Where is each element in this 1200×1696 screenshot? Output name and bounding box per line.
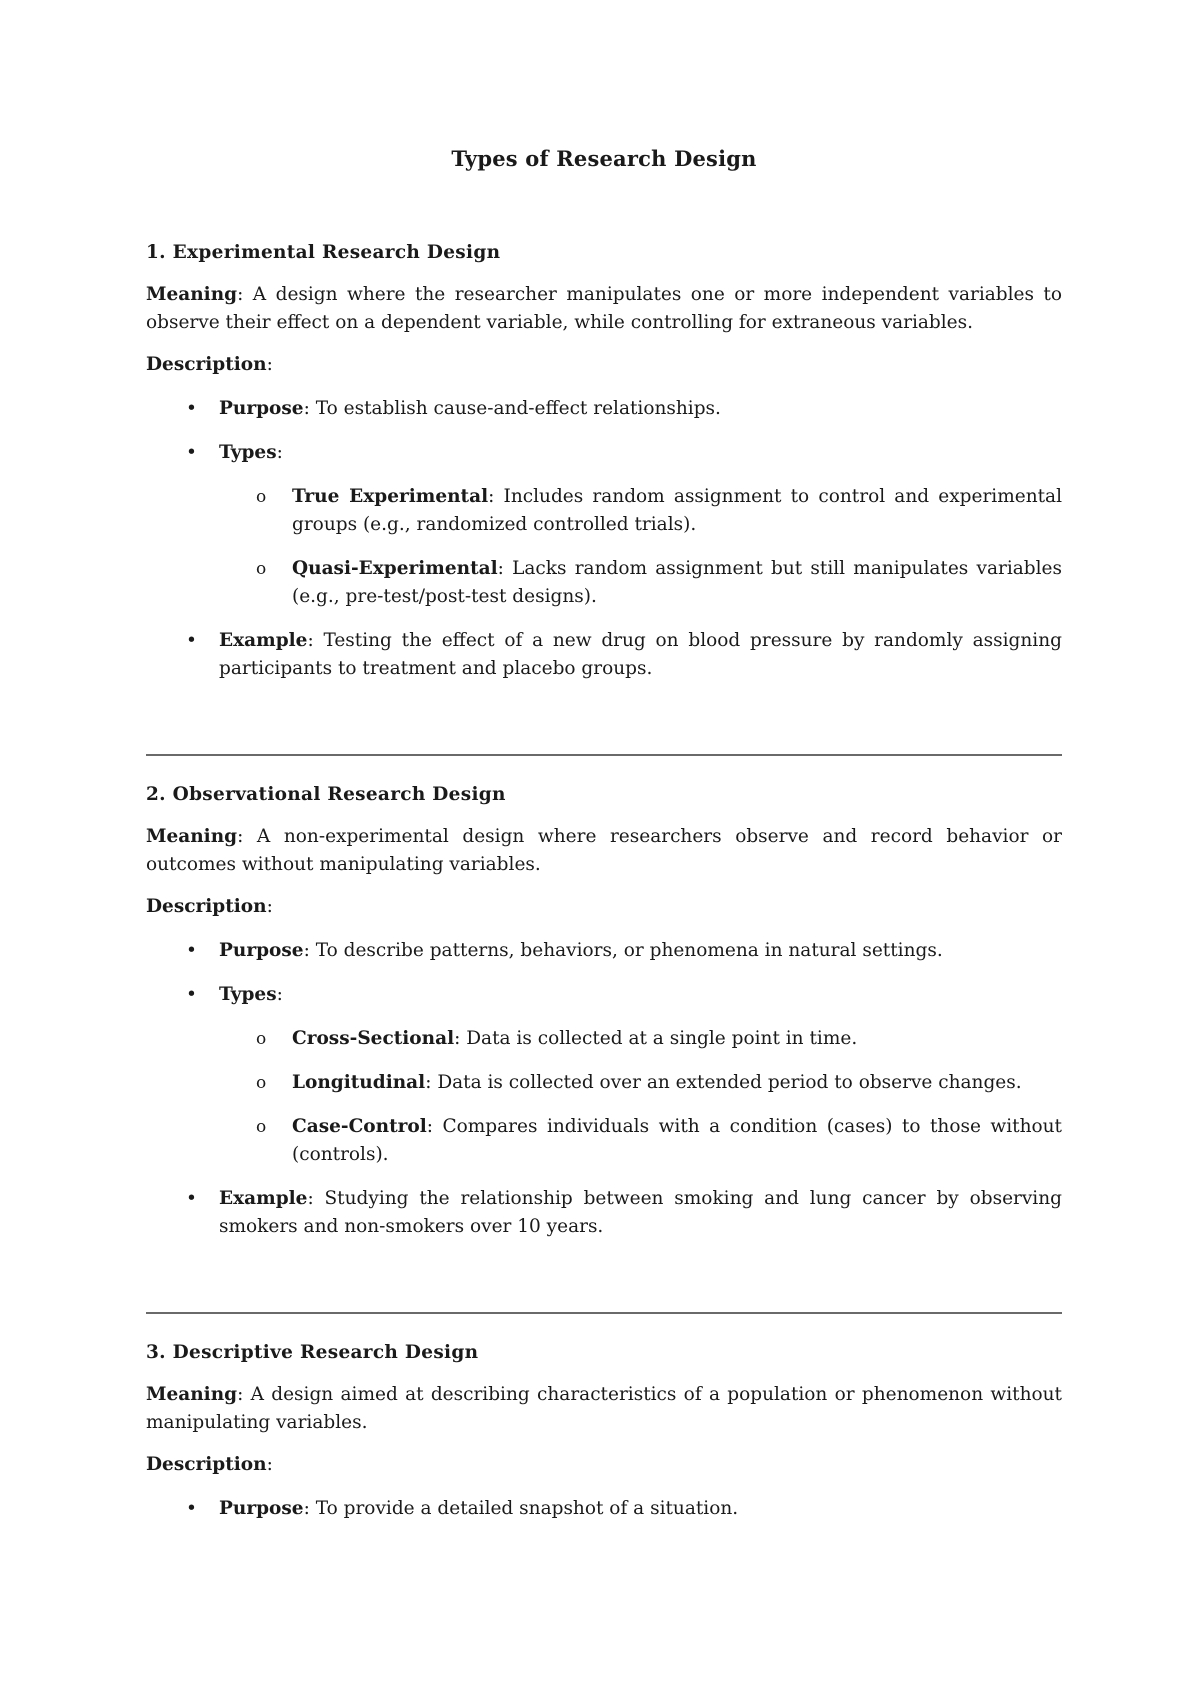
purpose-label: Purpose	[219, 940, 304, 961]
sub-item-case-control: o Case-Control: Compares individuals with a condition (cases) to those without (controls).	[146, 1113, 1062, 1169]
list-item-example: • Example: Studying the relationship between smoking and lung cancer by observing smokers and non-smokers over 10 years.	[146, 1185, 1062, 1241]
section-experimental	[146, 240, 1062, 683]
bullet-icon: •	[186, 1188, 197, 1209]
bullet-icon: •	[186, 442, 197, 463]
section-heading: 2. Observational Research Design	[146, 784, 506, 805]
purpose-text: To provide a detailed snapshot of a situation.	[315, 1498, 739, 1519]
description-heading: Description:	[146, 1454, 273, 1475]
section-heading: 1. Experimental Research Design	[146, 242, 501, 263]
description-list	[146, 395, 1062, 467]
bullet-icon: •	[186, 984, 197, 1005]
section-descriptive	[146, 1340, 1062, 1523]
sub-item-text: Compares individuals with a condition (cases) to those without (controls).	[292, 1116, 1062, 1165]
circle-bullet-icon: o	[256, 559, 267, 579]
section-observational	[146, 782, 1062, 1241]
sub-item-text: Data is collected over an extended period to observe changes.	[437, 1072, 1022, 1093]
list-item-purpose: • Purpose: To establish cause-and-effect relationships.	[146, 395, 1062, 423]
meaning-paragraph: Meaning: A non-experimental design where researchers observe and record behavior or outcomes without manipulating variables.	[146, 826, 1062, 875]
sub-item-true-experimental: o True Experimental: Includes random assignment to control and experimental groups (e.g., randomized controlled trials).	[146, 483, 1062, 539]
bullet-icon: •	[186, 940, 197, 961]
description-list	[146, 1495, 1062, 1523]
purpose-label: Purpose	[219, 1498, 304, 1519]
description-label: Description	[146, 1454, 267, 1475]
sub-item-cross-sectional: o Cross-Sectional: Data is collected at a single point in time.	[146, 1025, 1062, 1053]
meaning-text: A non-experimental design where researchers observe and record behavior or outcomes without manipulating variables.	[146, 826, 1062, 875]
meaning-text: A design aimed at describing characteristics of a population or phenomenon without manipulating variables.	[146, 1384, 1062, 1433]
section-divider	[146, 1312, 1062, 1314]
sub-item-text: Includes random assignment to control and experimental groups (e.g., randomized controlled trials).	[292, 486, 1062, 535]
description-heading: Description:	[146, 354, 273, 375]
meaning-label: Meaning	[146, 284, 238, 305]
circle-bullet-icon: o	[256, 1029, 267, 1049]
bullet-icon: •	[186, 1498, 197, 1519]
list-item-purpose: • Purpose: To provide a detailed snapshot of a situation.	[146, 1495, 1062, 1523]
purpose-text: To describe patterns, behaviors, or phenomena in natural settings.	[315, 940, 943, 961]
meaning-text: A design where the researcher manipulates one or more independent variables to observe their effect on a dependent variable, while controlling for extraneous variables.	[146, 284, 1062, 333]
list-item-purpose: • Purpose: To describe patterns, behaviors, or phenomena in natural settings.	[146, 937, 1062, 965]
purpose-label: Purpose	[219, 398, 304, 419]
meaning-paragraph: Meaning: A design aimed at describing characteristics of a population or phenomenon without manipulating variables.	[146, 1384, 1062, 1433]
example-text: Testing the effect of a new drug on blood pressure by randomly assigning participants to treatment and placebo groups.	[219, 630, 1062, 679]
purpose-text: To establish cause-and-effect relationships.	[315, 398, 721, 419]
bullet-icon: •	[186, 630, 197, 651]
section-divider	[146, 754, 1062, 756]
sub-item-text: Data is collected at a single point in time.	[466, 1028, 858, 1049]
description-label: Description	[146, 896, 267, 917]
sub-item-label: True Experimental	[292, 486, 489, 507]
example-list	[146, 627, 1062, 683]
meaning-label: Meaning	[146, 1384, 238, 1405]
section-heading: 3. Descriptive Research Design	[146, 1342, 479, 1363]
sub-item-label: Cross-Sectional	[292, 1028, 455, 1049]
circle-bullet-icon: o	[256, 1073, 267, 1093]
example-label: Example	[219, 630, 308, 651]
types-label: Types	[219, 442, 277, 463]
sub-item-label: Quasi-Experimental	[292, 558, 498, 579]
sub-item-longitudinal: o Longitudinal: Data is collected over an extended period to observe changes.	[146, 1069, 1062, 1097]
sub-item-text: Lacks random assignment but still manipulates variables (e.g., pre-test/post-test designs).	[292, 558, 1062, 607]
types-sublist	[146, 1025, 1062, 1169]
types-label: Types	[219, 984, 277, 1005]
sub-item-label: Longitudinal	[292, 1072, 426, 1093]
example-label: Example	[219, 1188, 308, 1209]
list-item-types: • Types:	[146, 439, 1062, 467]
example-text: Studying the relationship between smoking and lung cancer by observing smokers and non-smokers over 10 years.	[219, 1188, 1062, 1237]
page-title: Types of Research Design	[451, 146, 757, 171]
description-list	[146, 937, 1062, 1009]
list-item-example: • Example: Testing the effect of a new drug on blood pressure by randomly assigning participants to treatment and placebo groups.	[146, 627, 1062, 683]
circle-bullet-icon: o	[256, 1117, 267, 1137]
sub-item-quasi-experimental: o Quasi-Experimental: Lacks random assignment but still manipulates variables (e.g., pre-test/post-test designs).	[146, 555, 1062, 611]
meaning-label: Meaning	[146, 826, 238, 847]
description-label: Description	[146, 354, 267, 375]
meaning-paragraph: Meaning: A design where the researcher manipulates one or more independent variables to observe their effect on a dependent variable, while controlling for extraneous variables.	[146, 284, 1062, 333]
list-item-types: • Types:	[146, 981, 1062, 1009]
description-heading: Description:	[146, 896, 273, 917]
types-sublist	[146, 483, 1062, 611]
circle-bullet-icon: o	[256, 487, 267, 507]
sub-item-label: Case-Control	[292, 1116, 427, 1137]
bullet-icon: •	[186, 398, 197, 419]
example-list	[146, 1185, 1062, 1241]
